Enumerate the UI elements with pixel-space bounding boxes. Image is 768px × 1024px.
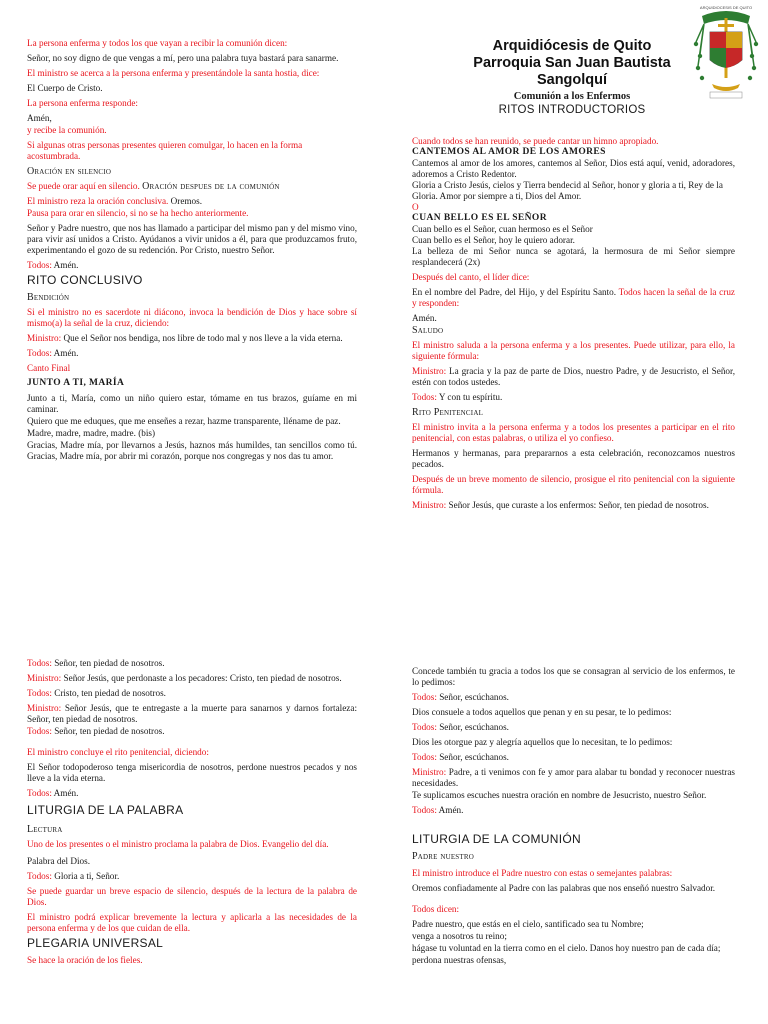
- hymn-title: CUAN BELLO ES EL SEÑOR: [412, 213, 547, 223]
- archdiocese-title: Arquidiócesis de Quito: [492, 38, 652, 54]
- rubric: Después del canto, el líder dice:: [412, 272, 530, 282]
- prayer-text: Hermanos y hermanas, para prepararnos a esta celebración, reconozcamos nuestros pecados.: [412, 448, 735, 469]
- rubric: La persona enferma y todos los que vayan a recibir la comunión dicen:: [27, 38, 288, 48]
- rubric: Uno de los presentes o el ministro proclama la palabra de Dios. Evangelio del día.: [27, 839, 329, 849]
- section-heading: LITURGIA DE LA COMUNIÓN: [412, 832, 581, 846]
- response-label: Todos:: [27, 788, 54, 798]
- hymn-title: JUNTO A TI, MARÍA: [27, 378, 125, 388]
- hymn-text: Quiero que me eduques, que me enseñes a rezar, hazme transparente, lléname de paz.: [27, 416, 341, 426]
- response-label: Todos:: [412, 692, 440, 702]
- rubric: El ministro concluye el rito penitencial, diciendo:: [27, 747, 209, 757]
- rubric: O: [412, 202, 419, 212]
- hymn-text: Gloria a Cristo Jesús, cielos y Tierra bendecid al Señor, honor y gloria a ti, Rey de la Gloria. Amor por siempre a ti, Dios del Amor.: [412, 180, 723, 201]
- response-text: Señor, escúchanos.: [439, 692, 509, 702]
- subheading: Oración en silencio: [27, 166, 112, 177]
- response-label: Ministro:: [27, 333, 64, 343]
- prayer-text: Oremos confiadamente al Padre con las palabras que nos enseñó nuestro Salvador.: [412, 883, 716, 893]
- response-text: Amén.: [53, 260, 79, 270]
- rubric: Se puede guardar un breve espacio de silencio, después de la lectura de la palabra de Dios.: [27, 886, 357, 907]
- prayer-text: Señor y Padre nuestro, que nos has llamado a participar del mismo pan y del mismo vino, para vivir así unidos a Cristo. Ayúdanos a vivir unidos a él, para que produzcamos fruto, experimentando el gozo de su redención. Por Cristo, nuestro Señor.: [27, 223, 357, 255]
- subheading: Bendición: [27, 292, 70, 303]
- prayer-text: Padre nuestro, que estás en el cielo, santificado sea tu Nombre;: [412, 919, 644, 929]
- rubric: Cuando todos se han reunido, se puede cantar un himno apropiado.: [412, 136, 659, 146]
- section-heading: PLEGARIA UNIVERSAL: [27, 936, 164, 950]
- hymn-title: CANTEMOS AL AMOR DE LOS AMORES: [412, 147, 606, 157]
- response-text: Señor, ten piedad de nosotros.: [54, 658, 165, 668]
- panel-bottom-right: [412, 666, 735, 967]
- response-label: Ministro:: [27, 703, 65, 713]
- rubric: El ministro se acerca a la persona enferma y presentándole la santa hostia, dice:: [27, 68, 320, 78]
- response-label: Todos:: [412, 392, 439, 402]
- svg-text:ARQUIDIOCESIS DE QUITO: ARQUIDIOCESIS DE QUITO: [699, 5, 753, 10]
- rubric: Se puede orar aquí en silencio.: [27, 181, 143, 191]
- prayer-text: Dios les otorgue paz y alegría aquellos que lo necesitan, te lo pedimos:: [412, 737, 673, 747]
- document-subtitle: Comunión a los Enfermos: [513, 91, 631, 102]
- panel-top-right: [412, 136, 735, 515]
- hymn-text: Cantemos al amor de los amores, cantemos al Señor, Dios está aquí, venid, adoradores, adoremos a Cristo Redentor.: [412, 158, 735, 179]
- hymn-text: Cuan bello es el Señor, hoy le quiero adorar.: [412, 235, 575, 245]
- city-title: Sangolquí: [536, 72, 608, 88]
- prayer-text: Dios consuele a todos aquellos que penan y en su pesar, te lo pedimos:: [412, 707, 672, 717]
- rubric: La persona enferma responde:: [27, 98, 138, 108]
- prayer-text: Señor Jesús, que curaste a los enfermos: Señor, ten piedad de nosotros.: [448, 500, 709, 510]
- panel-bottom-left: [27, 658, 357, 970]
- response-label: Ministro:: [412, 366, 450, 376]
- response-text: Amén.: [53, 788, 79, 798]
- prayer-text: Palabra del Dios.: [27, 856, 91, 866]
- response-text: Amén.: [412, 313, 437, 323]
- rubric: El ministro invita a la persona enferma y a todos los presentes a participar en el rito penitencial, con estas palabras, o utiliza el yo confieso.: [412, 422, 735, 443]
- response-label: Todos:: [27, 260, 54, 270]
- response-label: Ministro:: [27, 673, 64, 683]
- archdiocese-crest-icon: [692, 2, 760, 102]
- prayer-text: El Cuerpo de Cristo.: [27, 83, 103, 93]
- response-label: Todos:: [412, 722, 440, 732]
- rubric: El ministro saluda a la persona enferma y a los presentes. Puede utilizar, para ello, la siguiente fórmula:: [412, 340, 735, 361]
- response-label: Todos:: [27, 726, 55, 736]
- hymn-text: Cuan bello es el Señor, cuan hermoso es el Señor: [412, 224, 593, 234]
- rubric: Si el ministro no es sacerdote ni diácono, invoca la bendición de Dios y hace sobre sí mismo(a) la señal de la cruz, diciendo:: [27, 307, 357, 328]
- section-heading: LITURGIA DE LA PALABRA: [27, 803, 184, 817]
- parish-title: Parroquia San Juan Bautista: [473, 55, 671, 71]
- prayer-text: Amén,: [27, 113, 52, 123]
- rubric: Canto Final: [27, 363, 71, 373]
- response-text: Cristo, ten piedad de nosotros.: [54, 688, 166, 698]
- response-label: Todos:: [27, 871, 55, 881]
- prayer-text: El Señor todopoderoso tenga misericordia de nosotros, perdone nuestros pecados y nos lleve a la vida eterna.: [27, 762, 357, 783]
- response-text: Señor, ten piedad de nosotros.: [54, 726, 165, 736]
- prayer-text: Oremos.: [170, 196, 203, 206]
- section-heading: RITOS INTRODUCTORIOS: [498, 104, 646, 116]
- subheading: Rito Penitencial: [412, 407, 484, 418]
- response-text: Señor, escúchanos.: [439, 722, 509, 732]
- response-text: Amén.: [438, 805, 464, 815]
- rubric: Todos dicen:: [412, 904, 460, 914]
- prayer-text: Que el Señor nos bendiga, nos libre de todo mal y nos lleve a la vida eterna.: [63, 333, 343, 343]
- prayer-text: Concede también tu gracia a todos los que se consagran al servicio de los enfermos, te lo pedimos:: [412, 666, 735, 687]
- rubric: El ministro podrá explicar brevemente la lectura y aplicarla a las necesidades de la persona enferma y de los que cuidan de ella.: [27, 912, 357, 933]
- response-label: Todos:: [27, 688, 55, 698]
- hymn-text: La belleza de mi Señor nunca se agotará, la hermosura de mi Señor siempre resplandecerá (2x): [412, 246, 735, 267]
- response-label: Ministro:: [412, 767, 449, 777]
- rubric: El ministro reza la oración conclusiva.: [27, 196, 171, 206]
- subheading: Saludo: [412, 325, 444, 336]
- response-text: Amén.: [53, 348, 79, 358]
- section-heading: RITO CONCLUSIVO: [27, 273, 143, 287]
- rubric: y recibe la comunión.: [27, 125, 107, 135]
- prayer-text: perdona nuestras ofensas,: [412, 955, 507, 965]
- prayer-text: Señor, no soy digno de que vengas a mí, pero una palabra tuya bastará para sanarme.: [27, 53, 339, 63]
- hymn-text: Madre, madre, madre, madre. (bis): [27, 428, 156, 438]
- rubric: Pausa para orar en silencio, si no se ha hecho anteriormente.: [27, 208, 249, 218]
- prayer-text: En el nombre del Padre, del Hijo, y del Espíritu Santo.: [412, 287, 619, 297]
- response-label: Todos:: [27, 348, 54, 358]
- subheading: Lectura: [27, 824, 63, 835]
- response-text: Gloria a ti, Señor.: [54, 871, 120, 881]
- hymn-text: Gracias, Madre mía, por llevarnos a Jesús, haznos más humildes, tan sencillos como tú. Gracias, Madre mía, por abrir mi corazón, porque nos congregas y nos das tu amor.: [27, 440, 357, 461]
- subheading: Padre nuestro: [412, 851, 474, 862]
- rubric: El ministro introduce el Padre nuestro con estas o semejantes palabras:: [412, 868, 673, 878]
- response-text: Y con tu espíritu.: [438, 392, 503, 402]
- rubric: Se hace la oración de los fieles.: [27, 955, 143, 965]
- prayer-text: venga a nosotros tu reino;: [412, 931, 507, 941]
- panel-top-left: [27, 38, 357, 466]
- prayer-text: Padre, a ti venimos con fe y amor para alabar tu bondad y reconocer nuestras necesidades.: [412, 767, 736, 788]
- hymn-text: Junto a ti, María, como un niño quiero estar, tómame en tus brazos, guíame en mi caminar.: [27, 393, 357, 414]
- response-text: Señor, escúchanos.: [439, 752, 509, 762]
- rubric: Si algunas otras personas presentes quieren comulgar, lo hacen en la forma acostumbrada.: [27, 140, 303, 161]
- subheading: Oración despues de la comunión: [142, 181, 280, 192]
- response-label: Todos:: [27, 658, 55, 668]
- prayer-text: Te suplicamos escuches nuestra oración en nombre de Jesucristo, nuestro Señor.: [412, 790, 707, 800]
- prayer-text: hágase tu voluntad en la tierra como en el cielo. Danos hoy nuestro pan de cada día;: [412, 943, 721, 953]
- title-block: [452, 38, 692, 116]
- response-label: Todos:: [412, 805, 439, 815]
- response-label: Ministro:: [412, 500, 449, 510]
- response-label: Todos:: [412, 752, 440, 762]
- prayer-text: Señor Jesús, que te entregaste a la muerte para sanarnos y darnos fortaleza: Señor, ten piedad de nosotros.: [27, 703, 357, 724]
- prayer-text: Señor Jesús, que perdonaste a los pecadores: Cristo, ten piedad de nosotros.: [63, 673, 342, 683]
- rubric: Después de un breve momento de silencio, prosigue el rito penitencial con la siguiente fórmula.: [412, 474, 735, 495]
- prayer-text: La gracia y la paz de parte de Dios, nuestro Padre, y de Jesucristo, el Señor, estén con todos ustedes.: [412, 366, 736, 387]
- rubric: Todos hacen la señal de la cruz y responden:: [412, 287, 735, 308]
